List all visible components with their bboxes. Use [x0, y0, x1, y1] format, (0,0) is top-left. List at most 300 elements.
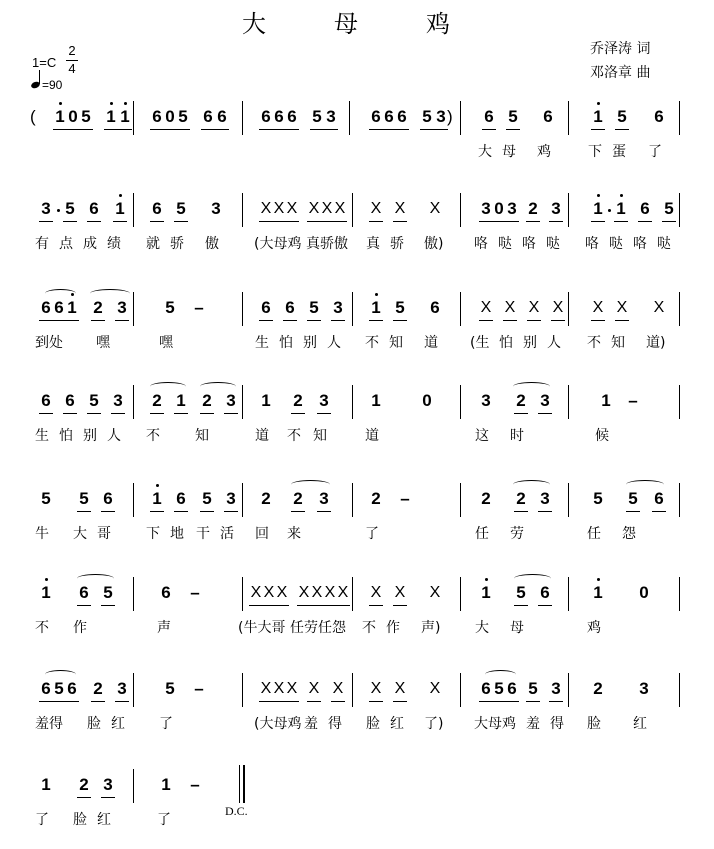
jianpu-note: 6 — [484, 107, 494, 126]
lyric-text: 地 — [170, 526, 184, 542]
jianpu-note: 1 — [616, 199, 626, 218]
high-octave-dot — [375, 293, 378, 296]
eighth-underline — [549, 221, 563, 222]
bar-line — [568, 101, 569, 135]
eighth-underline — [369, 701, 383, 702]
eighth-underline — [393, 221, 407, 222]
jianpu-note: 6 — [261, 107, 271, 126]
eighth-underline — [224, 511, 238, 512]
eighth-underline — [538, 605, 552, 606]
bar-line — [352, 483, 353, 517]
eighth-underline — [615, 129, 629, 130]
lyric-text: 鸡 — [587, 620, 601, 636]
lyric-text: 任 — [587, 526, 601, 542]
high-octave-dot — [597, 578, 600, 581]
slur — [485, 670, 516, 679]
bar-line — [568, 577, 569, 611]
lyric-text: 不 — [587, 335, 601, 351]
eighth-underline — [272, 221, 286, 222]
jianpu-note: 5 — [422, 107, 432, 126]
bar-line — [242, 483, 243, 517]
lyric-text: 傲) — [424, 236, 444, 252]
eighth-underline — [307, 320, 321, 321]
eighth-underline — [307, 221, 321, 222]
rhythm-x-note: X — [273, 200, 285, 217]
jianpu-note: 3 — [481, 391, 491, 410]
lyric-text: 人 — [107, 428, 121, 444]
lyric-text: 不 — [362, 620, 376, 636]
lyric-text: 了 — [159, 716, 173, 732]
jianpu-note: 6 — [430, 298, 440, 317]
bar-line — [133, 385, 134, 419]
score-system — [0, 193, 714, 273]
lyric-text: 脸 — [87, 716, 101, 732]
lyric-text: 点 — [59, 236, 73, 252]
eighth-underline — [272, 701, 286, 702]
jianpu-note: 0 — [68, 107, 78, 126]
jianpu-note: 6 — [203, 107, 213, 126]
eighth-underline — [526, 701, 540, 702]
dash-extension: – — [194, 679, 204, 698]
slur — [90, 289, 130, 298]
eighth-underline — [104, 129, 118, 130]
rhythm-x-note: X — [394, 200, 406, 217]
lyric-text: 嘿 — [159, 335, 173, 351]
jianpu-note: 0 — [422, 391, 432, 410]
bar-line — [133, 769, 134, 803]
jianpu-note: 2 — [516, 489, 526, 508]
eighth-underline — [150, 413, 164, 414]
lyric-text: 作 — [386, 620, 400, 636]
jianpu-note: 5 — [65, 199, 75, 218]
jianpu-note: 5 — [178, 107, 188, 126]
lyric-text: 有 — [35, 236, 49, 252]
bar-line — [349, 101, 350, 135]
final-bar-thin — [239, 765, 240, 803]
jianpu-note: 6 — [654, 107, 664, 126]
lyric-text: 别 — [303, 335, 317, 351]
lyric-text: 下 — [588, 144, 602, 160]
eighth-underline — [514, 605, 528, 606]
jianpu-note: 6 — [41, 298, 51, 317]
bar-line — [352, 292, 353, 326]
jianpu-note: 5 — [103, 583, 113, 602]
lyric-text: 真 — [366, 236, 380, 252]
jianpu-note: 6 — [103, 489, 113, 508]
jianpu-note: 2 — [293, 489, 303, 508]
jianpu-note: 6 — [287, 107, 297, 126]
eighth-underline — [91, 320, 105, 321]
rhythm-x-note: X — [592, 299, 604, 316]
rhythm-x-note: X — [480, 299, 492, 316]
eighth-underline — [662, 221, 676, 222]
lyric-text: 道 — [365, 428, 379, 444]
rhythm-x-note: X — [263, 584, 275, 601]
slur — [513, 480, 550, 489]
lyric-text: 母 — [510, 620, 524, 636]
high-octave-dot — [597, 102, 600, 105]
lyric-text: 哥 — [97, 526, 111, 542]
jianpu-note: 6 — [481, 679, 491, 698]
high-octave-dot — [485, 578, 488, 581]
eighth-underline — [492, 221, 506, 222]
eighth-underline — [174, 511, 188, 512]
bar-line — [568, 292, 569, 326]
eighth-underline — [163, 129, 177, 130]
jianpu-note: 6 — [41, 679, 51, 698]
jianpu-note: 0 — [494, 199, 504, 218]
eighth-underline — [331, 701, 345, 702]
jianpu-note: 6 — [384, 107, 394, 126]
jianpu-note: 1 — [371, 391, 381, 410]
high-octave-dot — [156, 484, 159, 487]
lyric-text: 知 — [195, 428, 209, 444]
eighth-underline — [101, 605, 115, 606]
bar-line — [568, 193, 569, 227]
eighth-underline — [479, 320, 493, 321]
jianpu-note: 2 — [528, 199, 538, 218]
rhythm-x-note: X — [286, 680, 298, 697]
eighth-underline — [259, 221, 273, 222]
lyric-text: 不 — [287, 428, 301, 444]
eighth-underline — [291, 511, 305, 512]
augmentation-dot — [608, 209, 611, 212]
bar-line — [679, 673, 680, 707]
bar-line — [679, 101, 680, 135]
high-octave-dot — [119, 194, 122, 197]
eighth-underline — [285, 129, 299, 130]
eighth-underline — [503, 320, 517, 321]
bar-line — [133, 673, 134, 707]
jianpu-note: 2 — [481, 489, 491, 508]
eighth-underline — [506, 129, 520, 130]
jianpu-note: 1 — [41, 583, 51, 602]
eighth-underline — [52, 701, 66, 702]
lyric-text: 咯 — [474, 236, 488, 252]
eighth-underline — [66, 129, 80, 130]
eighth-underline — [591, 320, 605, 321]
jianpu-note: 6 — [67, 679, 77, 698]
jianpu-note: 5 — [79, 489, 89, 508]
lyric-text: 任 — [475, 526, 489, 542]
lyric-text: 到处 — [35, 335, 63, 351]
bar-line — [133, 483, 134, 517]
high-octave-dot — [124, 102, 127, 105]
lyric-text: 人 — [327, 335, 341, 351]
eighth-underline — [323, 605, 337, 606]
lyric-text: 鸡 — [537, 144, 551, 160]
rhythm-x-note: X — [370, 584, 382, 601]
lyric-text: 不 — [35, 620, 49, 636]
bar-line — [133, 577, 134, 611]
lyric-text: 怨 — [622, 526, 636, 542]
tempo-marking: =90 — [42, 78, 63, 92]
jianpu-note: 6 — [152, 107, 162, 126]
rhythm-x-note: X — [528, 299, 540, 316]
score-system — [0, 292, 714, 372]
jianpu-note: 3 — [226, 391, 236, 410]
lyric-text: 道) — [646, 335, 666, 351]
lyric-text: 红 — [111, 716, 125, 732]
rhythm-x-note: X — [332, 680, 344, 697]
time-signature-top: 2 — [68, 43, 76, 58]
lyric-text: 羞 — [526, 716, 540, 732]
eighth-underline — [297, 605, 311, 606]
bar-line — [242, 577, 243, 611]
eighth-underline — [283, 320, 297, 321]
dash-extension: – — [190, 775, 200, 794]
lyric-text: 任劳任怨 — [290, 620, 346, 636]
score-system — [0, 101, 714, 181]
lyric-text: 下 — [146, 526, 160, 542]
eighth-underline — [479, 221, 493, 222]
eighth-underline — [275, 605, 289, 606]
lyric-text: 干 — [196, 526, 210, 542]
eighth-underline — [324, 129, 338, 130]
high-octave-dot — [597, 194, 600, 197]
bar-line — [460, 385, 461, 419]
rhythm-x-note: X — [394, 680, 406, 697]
score-system — [0, 769, 714, 849]
rhythm-x-note: X — [286, 200, 298, 217]
jianpu-note: 6 — [152, 199, 162, 218]
eighth-underline — [113, 221, 127, 222]
jianpu-note: 1 — [67, 298, 77, 317]
repeat-parenthesis: ) — [447, 107, 453, 126]
eighth-underline — [331, 320, 345, 321]
slur — [150, 382, 186, 391]
slur — [626, 480, 664, 489]
eighth-underline — [395, 129, 409, 130]
time-signature-bottom: 4 — [68, 61, 76, 76]
bar-line — [460, 577, 461, 611]
eighth-underline — [591, 129, 605, 130]
eighth-underline — [393, 605, 407, 606]
lyric-text: 不 — [365, 335, 379, 351]
jianpu-note: 3 — [481, 199, 491, 218]
lyric-text: 哒 — [498, 236, 512, 252]
lyric-text: 骄 — [170, 236, 184, 252]
eighth-underline — [52, 320, 66, 321]
lyric-text: 了 — [648, 144, 662, 160]
eighth-underline — [382, 129, 396, 130]
eighth-underline — [176, 129, 190, 130]
lyric-text: 声) — [421, 620, 441, 636]
jianpu-note: 6 — [161, 583, 171, 602]
eighth-underline — [336, 605, 350, 606]
eighth-underline — [39, 221, 53, 222]
lyric-text: 脸 — [366, 716, 380, 732]
eighth-underline — [514, 413, 528, 414]
eighth-underline — [79, 129, 93, 130]
jianpu-note: 5 — [395, 298, 405, 317]
lyric-text: 知 — [313, 428, 327, 444]
eighth-underline — [310, 605, 324, 606]
lyric-text: 知 — [389, 335, 403, 351]
slur — [200, 382, 236, 391]
jianpu-note: 3 — [319, 489, 329, 508]
lyric-text: 得 — [550, 716, 564, 732]
jianpu-note: 3 — [117, 298, 127, 317]
song-title: 大 母 鸡 — [242, 10, 472, 38]
bar-line — [352, 385, 353, 419]
lyric-text: 回 — [255, 526, 269, 542]
lyric-text: 大 — [73, 526, 87, 542]
bar-line — [460, 673, 461, 707]
lyric-text: 不 — [146, 428, 160, 444]
jianpu-note: 3 — [551, 679, 561, 698]
lyric-text: 真骄傲 — [306, 236, 348, 252]
eighth-underline — [369, 129, 383, 130]
bar-line — [460, 193, 461, 227]
eighth-underline — [551, 320, 565, 321]
rhythm-x-note: X — [308, 200, 320, 217]
lyric-text: (大母鸡 — [254, 236, 302, 252]
jianpu-note: 0 — [639, 583, 649, 602]
lyric-text: 怕 — [59, 428, 73, 444]
jianpu-note: 6 — [654, 489, 664, 508]
lyric-text: 羞得 — [35, 716, 63, 732]
jianpu-note: 0 — [165, 107, 175, 126]
eighth-underline — [420, 129, 434, 130]
lyric-text: 傲 — [205, 236, 219, 252]
jianpu-note: 1 — [371, 298, 381, 317]
rhythm-x-note: X — [552, 299, 564, 316]
bar-line — [133, 101, 134, 135]
rhythm-x-note: X — [504, 299, 516, 316]
lyric-text: 哒 — [657, 236, 671, 252]
eighth-underline — [101, 511, 115, 512]
jianpu-note: 5 — [309, 298, 319, 317]
jianpu-note: 1 — [55, 107, 65, 126]
rhythm-x-note: X — [324, 584, 336, 601]
eighth-underline — [615, 320, 629, 321]
eighth-underline — [201, 129, 215, 130]
jianpu-note: 1 — [176, 391, 186, 410]
jianpu-note: 5 — [516, 583, 526, 602]
lyric-text: 了 — [157, 812, 171, 828]
rhythm-x-note: X — [370, 200, 382, 217]
lyric-text: 红 — [97, 812, 111, 828]
jianpu-note: 2 — [202, 391, 212, 410]
rhythm-x-note: X — [616, 299, 628, 316]
rhythm-x-note: X — [653, 299, 665, 316]
dash-extension: – — [194, 298, 204, 317]
dash-extension: – — [190, 583, 200, 602]
jianpu-note: 1 — [593, 107, 603, 126]
jianpu-note: 6 — [371, 107, 381, 126]
eighth-underline — [65, 320, 79, 321]
lyric-text: 大 — [475, 620, 489, 636]
eighth-underline — [317, 511, 331, 512]
high-octave-dot — [620, 194, 623, 197]
jianpu-note: 3 — [326, 107, 336, 126]
bar-line — [568, 385, 569, 419]
jianpu-note: 6 — [54, 298, 64, 317]
rhythm-x-note: X — [321, 200, 333, 217]
jianpu-note: 5 — [528, 679, 538, 698]
bar-line — [679, 385, 680, 419]
lyric-text: 牛 — [35, 526, 49, 542]
jianpu-note: 5 — [494, 679, 504, 698]
jianpu-note: 1 — [481, 583, 491, 602]
eighth-underline — [527, 320, 541, 321]
bar-line — [460, 101, 461, 135]
rhythm-x-note: X — [370, 680, 382, 697]
lyric-text: 咯 — [585, 236, 599, 252]
lyric-text: 生 — [35, 428, 49, 444]
jianpu-note: 3 — [551, 199, 561, 218]
eighth-underline — [39, 413, 53, 414]
lyric-text: 这 — [475, 428, 489, 444]
jianpu-note: 3 — [436, 107, 446, 126]
lyric-text: 哒 — [546, 236, 560, 252]
jianpu-note: 2 — [93, 679, 103, 698]
bar-line — [133, 292, 134, 326]
jianpu-note: 1 — [120, 107, 130, 126]
slur — [291, 480, 330, 489]
eighth-underline — [307, 701, 321, 702]
lyric-text: 了 — [35, 812, 49, 828]
eighth-underline — [591, 221, 605, 222]
lyric-text: 咯 — [633, 236, 647, 252]
dash-extension: – — [400, 489, 410, 508]
lyric-text: 得 — [328, 716, 342, 732]
rhythm-x-note: X — [260, 200, 272, 217]
rhythm-x-note: X — [260, 680, 272, 697]
eighth-underline — [174, 221, 188, 222]
lyric-text: (牛大哥 — [238, 620, 286, 636]
eighth-underline — [369, 221, 383, 222]
lyric-text: 知 — [611, 335, 625, 351]
lyric-text: 脸 — [587, 716, 601, 732]
jianpu-note: 3 — [41, 199, 51, 218]
jianpu-note: 6 — [285, 298, 295, 317]
eighth-underline — [39, 701, 53, 702]
rhythm-x-note: X — [337, 584, 349, 601]
eighth-underline — [262, 605, 276, 606]
lyric-text: (大母鸡 — [254, 716, 302, 732]
eighth-underline — [111, 413, 125, 414]
bar-line — [568, 673, 569, 707]
jianpu-note: 5 — [89, 391, 99, 410]
lyric-text: 生 — [255, 335, 269, 351]
lyric-text: 道 — [255, 428, 269, 444]
jianpu-note: 1 — [152, 489, 162, 508]
jianpu-note: 6 — [543, 107, 553, 126]
jianpu-note: 2 — [293, 391, 303, 410]
lyric-text: 怕 — [279, 335, 293, 351]
bar-line — [460, 292, 461, 326]
bar-line — [679, 577, 680, 611]
eighth-underline — [479, 701, 493, 702]
lyric-text: 劳 — [510, 526, 524, 542]
lyric-text: 嘿 — [96, 335, 110, 351]
score-system — [0, 385, 714, 465]
lyric-text: 骄 — [390, 236, 404, 252]
jianpu-note: 5 — [628, 489, 638, 508]
jianpu-note: 5 — [165, 679, 175, 698]
eighth-underline — [538, 413, 552, 414]
rhythm-x-note: X — [308, 680, 320, 697]
rhythm-x-note: X — [298, 584, 310, 601]
eighth-underline — [77, 797, 91, 798]
bar-line — [242, 385, 243, 419]
lyric-text: 成 — [83, 236, 97, 252]
eighth-underline — [549, 701, 563, 702]
bar-line — [242, 673, 243, 707]
jianpu-note: 1 — [115, 199, 125, 218]
